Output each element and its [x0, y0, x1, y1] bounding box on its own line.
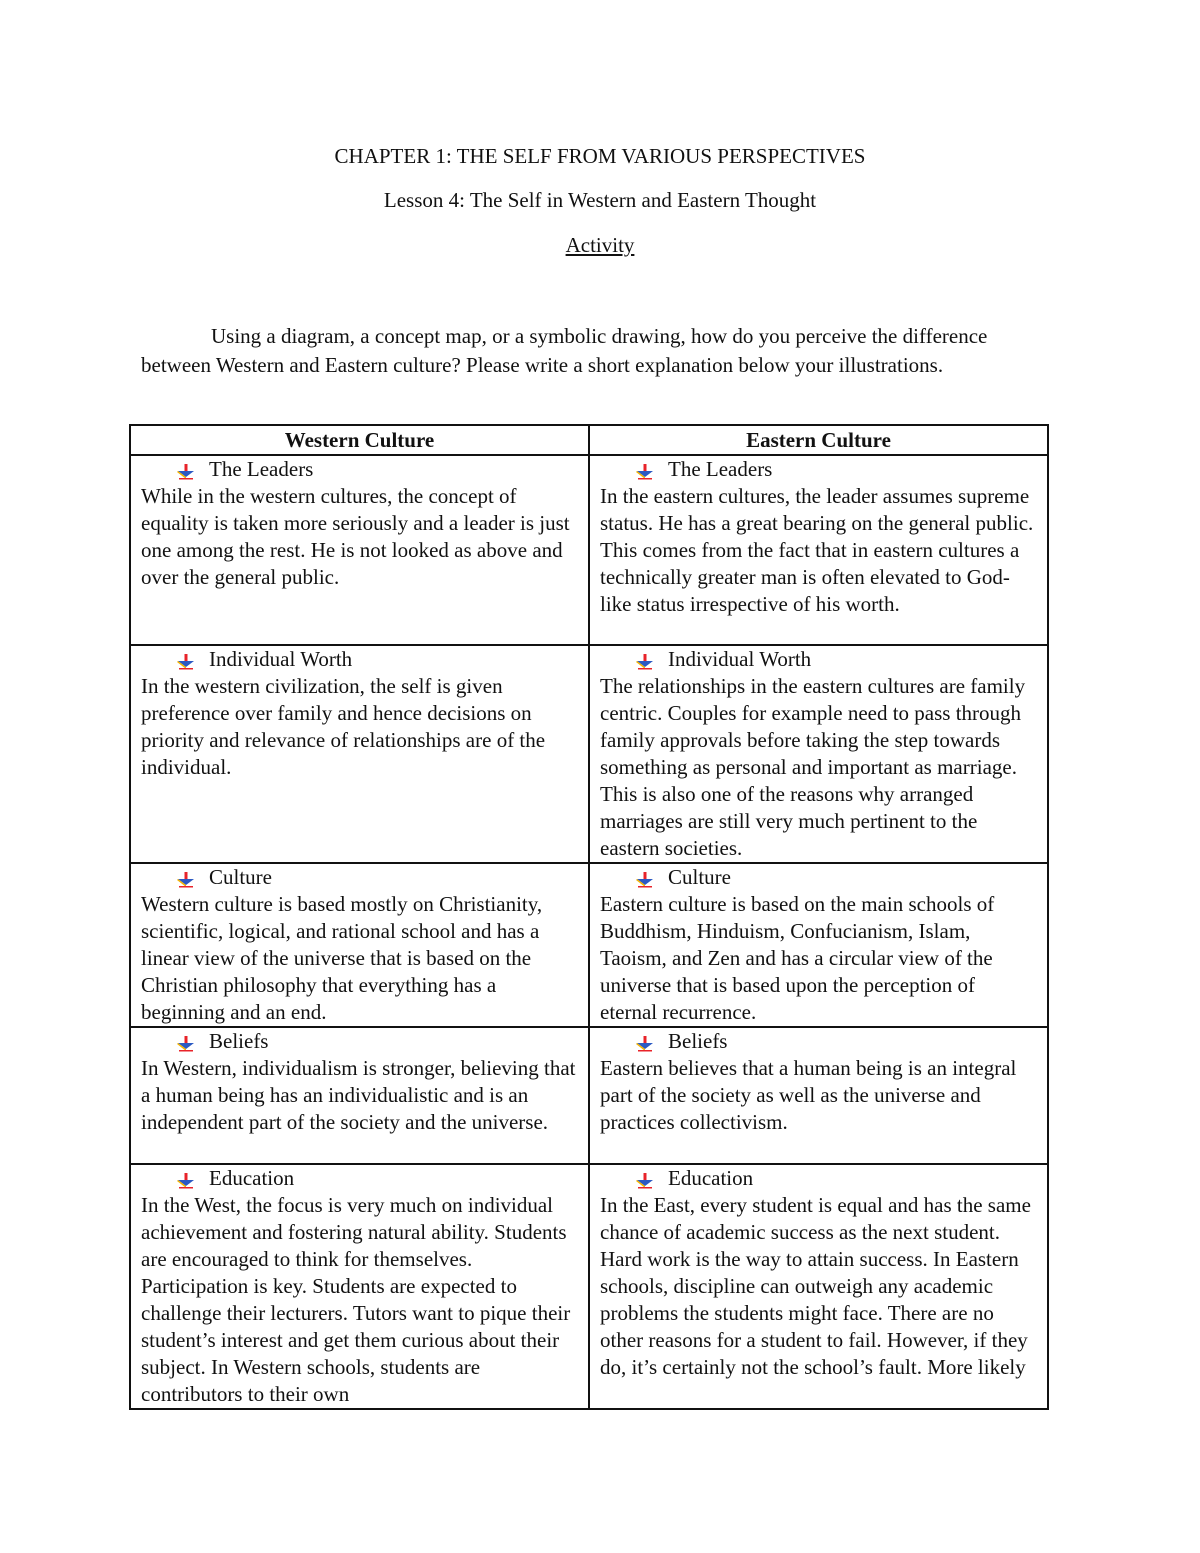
table-row — [130, 863, 1048, 1027]
eastern-culture-header: Eastern Culture — [589, 425, 1048, 455]
cell-body-text: The relationships in the eastern cultures are family centric. Couples for example need to pass through family approvals before taking the step towards something as personal and important as marriage. This is also one of the reasons why arranged marriages are still very much pertinent to the eastern societies. — [600, 674, 1026, 860]
cell-body-text: In the eastern cultures, the leader assumes supreme status. He has a great bearing on the general public. This comes from the fact that in eastern cultures a technically greater man is often elevated to God-like status irrespective of his worth. — [600, 484, 1034, 616]
culture-comparison-table — [129, 424, 1049, 1410]
western-culture-header: Western Culture — [130, 425, 589, 455]
eastern-cell — [589, 645, 1048, 863]
eastern-cell — [589, 1164, 1048, 1409]
cell-heading — [141, 1165, 578, 1192]
western-cell — [130, 1164, 589, 1409]
cell-body-text: In the West, the focus is very much on individual achievement and fostering natural ability. Students are encouraged to think for themselves. Participation is key. Students are expected to challenge their lecturers. Tutors want to pique their student’s interest and get them curious about their subject. In Western schools, students are contributors to their own — [141, 1193, 571, 1406]
cell-heading-label: Culture — [668, 865, 731, 889]
cell-heading-label: The Leaders — [209, 457, 314, 481]
cell-heading-label: Education — [209, 1166, 295, 1190]
cell-heading — [600, 1028, 1037, 1055]
cell-heading-label: Individual Worth — [209, 647, 353, 671]
cell-body-text: Eastern believes that a human being is an integral part of the society as well as the universe and practices collectivism. — [600, 1056, 1017, 1134]
arrow-bullet-icon — [177, 1032, 195, 1048]
cell-heading — [141, 1028, 578, 1055]
cell-heading — [600, 864, 1037, 891]
cell-heading-label: Beliefs — [209, 1029, 269, 1053]
cell-heading — [141, 646, 578, 673]
cell-heading — [141, 864, 578, 891]
arrow-bullet-icon — [636, 1169, 654, 1185]
cell-heading — [600, 456, 1037, 483]
eastern-cell — [589, 863, 1048, 1027]
cell-heading-label: Education — [668, 1166, 754, 1190]
cell-body-text: In Western, individualism is stronger, believing that a human being has an individualistic and is an independent part of the society and the universe. — [141, 1056, 576, 1134]
activity-instructions: Using a diagram, a concept map, or a symbolic drawing, how do you perceive the difference between Western and Eastern culture? Please write a short explanation below your illustrations. — [141, 324, 988, 377]
arrow-bullet-icon — [177, 460, 195, 476]
western-cell — [130, 645, 589, 863]
cell-heading — [600, 1165, 1037, 1192]
cell-body-text: Western culture is based mostly on Christianity, scientific, logical, and rational school and has a linear view of the universe that is based on the Christian philosophy that everything has a beginning and an end. — [141, 892, 543, 1024]
table-row — [130, 645, 1048, 863]
table-header-row — [130, 425, 1048, 455]
arrow-bullet-icon — [636, 1032, 654, 1048]
cell-heading-label: Culture — [209, 865, 272, 889]
cell-heading-label: Beliefs — [668, 1029, 728, 1053]
arrow-bullet-icon — [177, 868, 195, 884]
eastern-cell — [589, 1027, 1048, 1164]
cell-body-text: In the East, every student is equal and has the same chance of academic success as the next student. Hard work is the way to attain success. In Eastern schools, discipline can outweigh any academic problems the students might face. There are no other reasons for a student to fail. However, if they do, it’s certainly not the school’s fault. More likely — [600, 1193, 1031, 1379]
cell-body-text: In the western civilization, the self is given preference over family and hence decisions on priority and relevance of relationships are of the individual. — [141, 674, 546, 779]
western-cell — [130, 863, 589, 1027]
arrow-bullet-icon — [177, 650, 195, 666]
table-row — [130, 1164, 1048, 1409]
table-body — [130, 455, 1048, 1409]
cell-heading — [600, 646, 1037, 673]
cell-body-text: Eastern culture is based on the main schools of Buddhism, Hinduism, Confucianism, Islam, Taoism, and Zen and has a circular view of the universe that is based upon the perception of eternal recurrence. — [600, 892, 995, 1024]
activity-title: Activity — [565, 233, 635, 257]
eastern-cell — [589, 455, 1048, 645]
cell-heading-label: Individual Worth — [668, 647, 812, 671]
lesson-title: Lesson 4: The Self in Western and Eastern Thought — [383, 188, 817, 212]
cell-heading-label: The Leaders — [668, 457, 773, 481]
western-cell — [130, 455, 589, 645]
table-row — [130, 455, 1048, 645]
arrow-bullet-icon — [636, 460, 654, 476]
western-cell — [130, 1027, 589, 1164]
cell-heading — [141, 456, 578, 483]
arrow-bullet-icon — [177, 1169, 195, 1185]
cell-body-text: While in the western cultures, the concept of equality is taken more seriously and a leader is just one among the rest. He is not looked as above and over the general public. — [141, 484, 570, 589]
table-row — [130, 1027, 1048, 1164]
arrow-bullet-icon — [636, 868, 654, 884]
chapter-title: CHAPTER 1: THE SELF FROM VARIOUS PERSPECTIVES — [334, 144, 866, 168]
arrow-bullet-icon — [636, 650, 654, 666]
